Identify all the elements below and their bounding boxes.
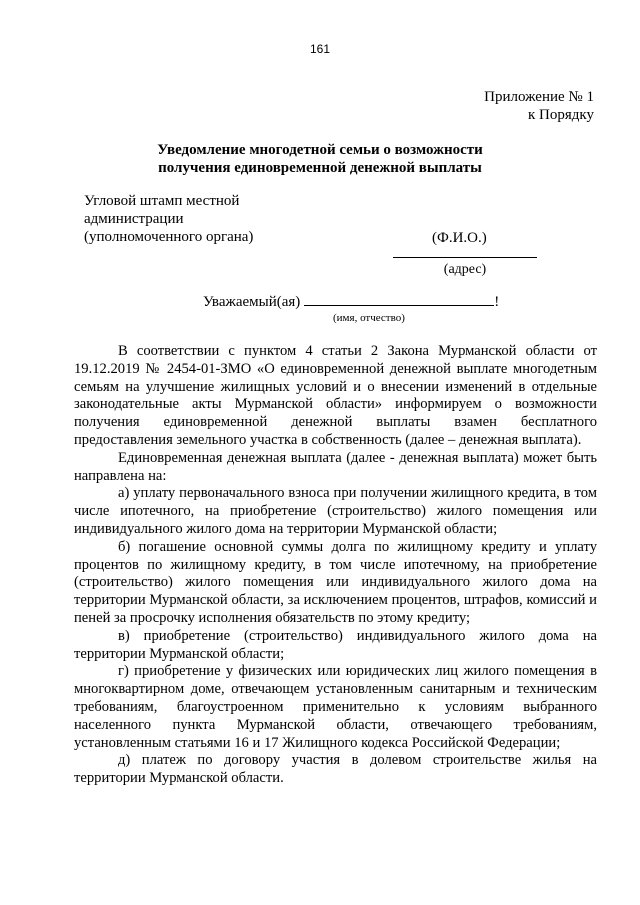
paragraph-item-b: б) погашение основной суммы долга по жилищному кредиту и уплату процентов по жилищному кредиту, в том числе ипотечному, на приобретение (строительство) жилого помещения или индивидуального жилого дома на территории Мурманской области, за исключением процентов, штрафов, комиссий и пеней за просрочку исполнения обязательств по этому кредиту; <box>74 538 597 626</box>
paragraph-purposes: Единовременная денежная выплата (далее - денежная выплата) может быть направлена на: <box>74 449 597 484</box>
stamp-line-2: администрации <box>84 211 184 227</box>
appendix-line-1: Приложение № 1 <box>484 89 594 105</box>
paragraph-item-v: в) приобретение (строительство) индивидуального жилого дома на территории Мурманской области; <box>74 627 597 662</box>
paragraph-item-d: д) платеж по договору участия в долевом строительстве жилья на территории Мурманской области. <box>74 752 597 787</box>
paragraph-item-g: г) приобретение у физических или юридических лиц жилого помещения в многоквартирном доме, отвечающем установленным санитарным и техническим требованиям, благоустроенном применительно к условиям выбранного населенного пункта Мурманской области, отвечающего требованиям, установленным статьями 16 и 17 Жилищного кодекса Российской Федерации; <box>74 663 597 751</box>
name-blank-line <box>304 292 494 306</box>
corner-stamp-placeholder <box>84 192 253 246</box>
document-title <box>80 141 560 177</box>
address-underline <box>393 257 537 258</box>
body-text <box>74 343 597 788</box>
stamp-line-3: (уполномоченного органа) <box>84 229 254 245</box>
appendix-reference <box>484 88 594 124</box>
address-label: (адрес) <box>443 262 487 277</box>
stamp-line-1: Угловой штамп местной <box>84 193 240 209</box>
greeting-exclamation: ! <box>494 294 500 310</box>
title-line-2: получения единовременной денежной выплаты <box>158 160 482 176</box>
title-line-1: Уведомление многодетной семьи о возможности <box>157 142 483 158</box>
fio-label: (Ф.И.О.) <box>432 230 487 246</box>
greeting-text: Уважаемый(ая) <box>203 294 301 310</box>
appendix-line-2: к Порядку <box>528 107 594 123</box>
paragraph-item-a: а) уплату первоначального взноса при получении жилищного кредита, в том числе ипотечного, на приобретение (строительство) жилого помещения или индивидуального жилого дома на территории Мурманской области; <box>74 485 597 537</box>
paragraph-intro: В соответствии с пунктом 4 статьи 2 Закона Мурманской области от 19.12.2019 № 2454-01-ЗМО «О единовременной денежной выплате многодетным семьям на улучшение жилищных условий и о внесении изменений в отдельные законодательные акты Мурманской области» информируем о возможности получения единовременной денежной выплаты взамен бесплатного предоставления земельного участка в собственность (далее – денежная выплата). <box>74 343 597 448</box>
page-number: 161 <box>309 42 331 56</box>
name-hint: (имя, отчество) <box>333 312 405 324</box>
greeting <box>203 292 499 311</box>
